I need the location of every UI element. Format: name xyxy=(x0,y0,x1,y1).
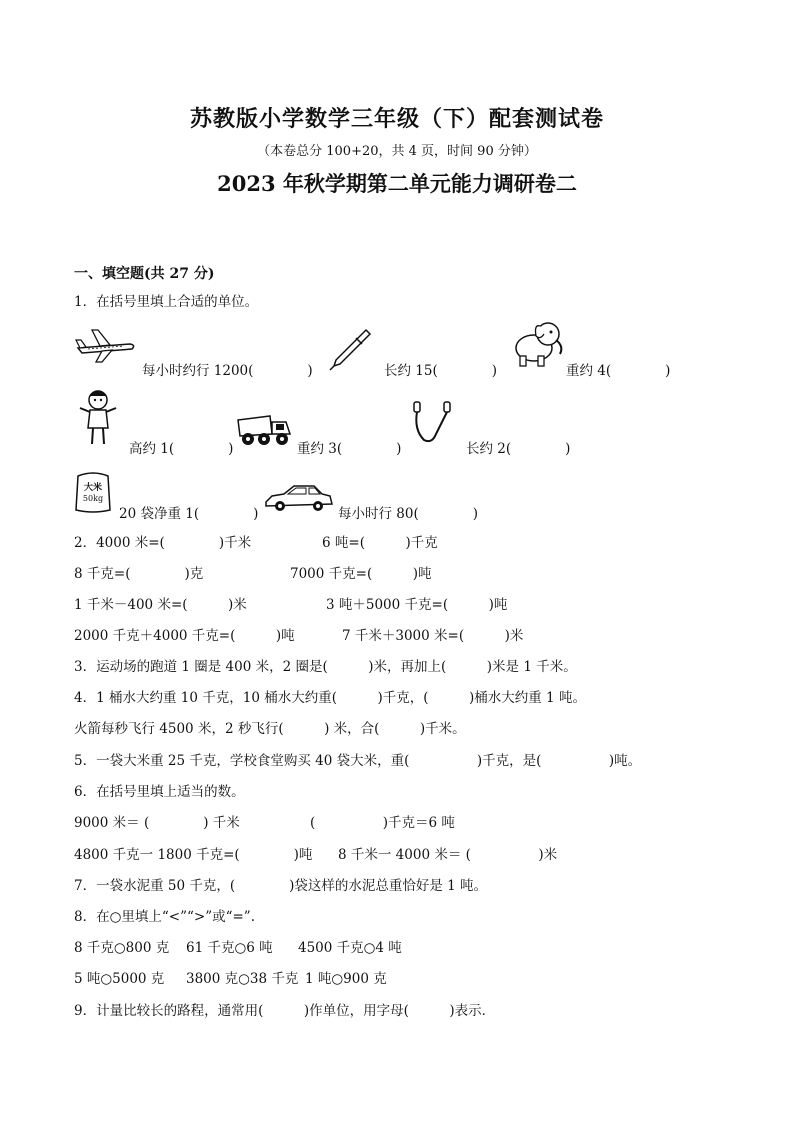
q1-truck-blank[interactable]: 重约 3( ) xyxy=(297,441,402,457)
airplane-icon xyxy=(74,326,138,366)
q1-child-blank[interactable]: 高约 1( ) xyxy=(129,441,234,457)
q1-rope-blank[interactable]: 长约 2( ) xyxy=(466,441,571,457)
q8-compare-4[interactable]: 5 吨○5000 克 xyxy=(74,971,165,987)
question-7[interactable]: 7．一袋水泥重 50 千克，( )袋这样的水泥总重恰好是 1 吨。 xyxy=(74,878,488,894)
q2-line-3a[interactable]: 1 千米－400 米=( )米 xyxy=(74,597,247,613)
q2-line-4b[interactable]: 7 千米＋3000 米=( )米 xyxy=(342,628,524,644)
q2-line-2a[interactable]: 8 千克=( )克 xyxy=(74,566,204,582)
q1-elephant-blank[interactable]: 重约 4( ) xyxy=(566,363,671,379)
dump-truck-icon xyxy=(236,412,292,448)
exam-title: 2023 年秋学期第二单元能力调研卷二 xyxy=(217,171,577,196)
rice-bag-label: 大米 xyxy=(83,483,102,493)
question-8-stem: 8．在○里填上“<”“>”或“=”. xyxy=(74,909,256,925)
q6-line-2a[interactable]: 4800 千克一 1800 千克=( )吨 xyxy=(74,847,313,863)
rice-bag-icon xyxy=(74,470,112,514)
question-5[interactable]: 5．一袋大米重 25 千克，学校食堂购买 40 袋大米，重( )千克，是( )吨。 xyxy=(74,753,642,769)
q1-car-blank[interactable]: 每小时行 80( ) xyxy=(338,506,479,522)
question-4[interactable]: 4．1 桶水大约重 10 千克，10 桶水大约重( )千克，( )桶水大约重 1 吨。 xyxy=(74,690,586,706)
q1-airplane-blank[interactable]: 每小时约行 1200( ) xyxy=(142,363,313,379)
q8-compare-3[interactable]: 4500 千克○4 吨 xyxy=(298,940,402,956)
rice-bag-weight: 50kg xyxy=(82,494,104,503)
question-6-stem: 6．在括号里填上适当的数。 xyxy=(74,784,245,800)
page-title: 苏教版小学数学三年级（下）配套测试卷 xyxy=(189,106,604,132)
q2-line-1a[interactable]: 2．4000 米=( )千米 xyxy=(74,535,252,551)
question-9[interactable]: 9．计量比较长的路程，通常用( )作单位，用字母( )表示． xyxy=(74,1003,496,1019)
exam-info: （本卷总分 100+20，共 4 页，时间 90 分钟） xyxy=(257,144,537,159)
q1-rice-blank[interactable]: 20 袋净重 1( ) xyxy=(119,506,259,522)
q6-line-1a[interactable]: 9000 米＝ ( ) 千米 xyxy=(74,815,240,831)
q2-line-2b[interactable]: 7000 千克=( )吨 xyxy=(290,566,432,582)
jump-rope-icon xyxy=(410,400,456,446)
question-1-stem: 1．在括号里填上合适的单位。 xyxy=(74,294,259,310)
question-3[interactable]: 3．运动场的跑道 1 圈是 400 米，2 圈是( )米，再加上( )米是 1 千米。 xyxy=(74,659,577,675)
car-icon xyxy=(262,482,334,514)
section-heading: 一、填空题(共 27 分) xyxy=(74,266,215,282)
q2-line-1b[interactable]: 6 吨=( )千克 xyxy=(322,535,438,551)
q6-line-2b[interactable]: 8 千米一 4000 米＝ ( )米 xyxy=(338,847,558,863)
q2-line-4a[interactable]: 2000 千克＋4000 千克=( )吨 xyxy=(74,628,295,644)
q8-compare-1[interactable]: 8 千克○800 克 xyxy=(74,940,170,956)
question-4-rocket[interactable]: 火箭每秒飞行 4500 米，2 秒飞行( ) 米，合( )千米。 xyxy=(74,721,466,737)
pen-icon xyxy=(326,326,372,372)
child-icon xyxy=(74,386,122,448)
q1-pen-blank[interactable]: 长约 15( ) xyxy=(384,363,498,379)
q2-line-3b[interactable]: 3 吨＋5000 千克=( )吨 xyxy=(326,597,508,613)
q8-compare-5[interactable]: 3800 克○38 千克 xyxy=(186,971,299,987)
q8-compare-6[interactable]: 1 吨○900 克 xyxy=(305,971,387,987)
q6-line-1b[interactable]: ( )千克＝6 吨 xyxy=(310,815,455,831)
q8-compare-2[interactable]: 61 千克○6 吨 xyxy=(186,940,273,956)
elephant-icon xyxy=(510,318,566,370)
